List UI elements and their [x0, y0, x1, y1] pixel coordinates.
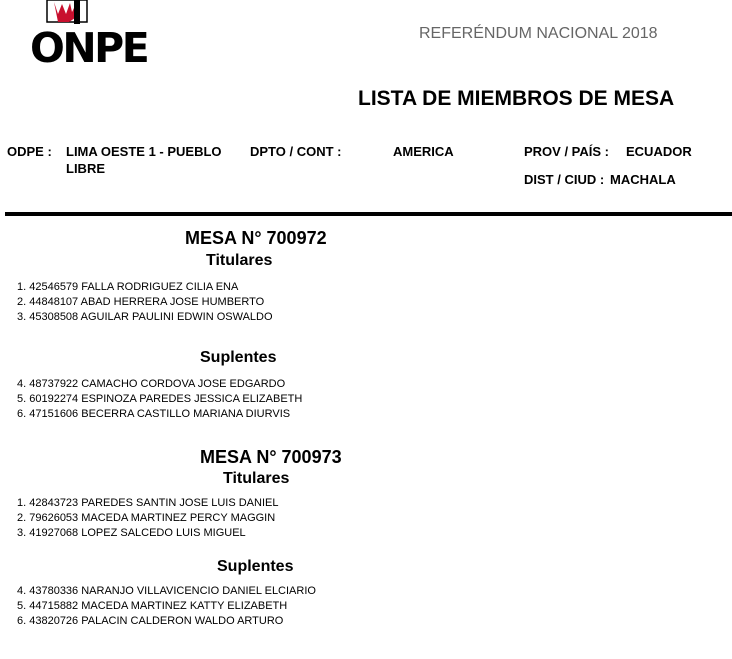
- list-item: 5. 60192274 ESPINOZA PAREDES JESSICA ELIZABETH: [17, 393, 303, 405]
- titulares-list: [17, 496, 278, 541]
- list-item: 1. 42843723 PAREDES SANTIN JOSE LUIS DANIEL: [17, 497, 279, 509]
- list-item: 3. 41927068 LOPEZ SALCEDO LUIS MIGUEL: [17, 527, 246, 539]
- mesa-title: MESA N° 700972: [185, 228, 327, 248]
- dist-label: DIST / CIUD :: [524, 172, 605, 187]
- list-item: 3. 45308508 AGUILAR PAULINI EDWIN OSWALDO: [17, 311, 273, 323]
- list-item: 6. 47151606 BECERRA CASTILLO MARIANA DIURVIS: [17, 408, 291, 420]
- odpe-value-line2: LIBRE: [66, 161, 105, 176]
- page-title: LISTA DE MIEMBROS DE MESA: [358, 87, 675, 110]
- onpe-logo: [14, 0, 148, 74]
- suplentes-heading: Suplentes: [200, 349, 277, 366]
- odpe-value-line1: LIMA OESTE 1 - PUEBLO: [66, 144, 222, 159]
- dist-value: MACHALA: [610, 172, 676, 187]
- list-item: 4. 48737922 CAMACHO CORDOVA JOSE EDGARDO: [17, 378, 286, 390]
- prov-value: ECUADOR: [626, 144, 692, 159]
- list-item: 2. 79626053 MACEDA MARTINEZ PERCY MAGGIN: [17, 512, 276, 524]
- prov-label: PROV / PAÍS :: [524, 144, 609, 159]
- list-item: 5. 44715882 MACEDA MARTINEZ KATTY ELIZABETH: [17, 600, 288, 612]
- dpto-label: DPTO / CONT :: [250, 144, 342, 159]
- titulares-list: [17, 280, 273, 325]
- suplentes-heading: Suplentes: [217, 558, 294, 575]
- dpto-value: AMERICA: [393, 144, 454, 159]
- header-divider: [5, 212, 732, 216]
- titulares-heading: Titulares: [223, 470, 290, 487]
- odpe-label: ODPE :: [7, 144, 52, 159]
- list-item: 4. 43780336 NARANJO VILLAVICENCIO DANIEL ELCIARIO: [17, 585, 316, 597]
- suplentes-list: [17, 584, 316, 629]
- list-item: 2. 44848107 ABAD HERRERA JOSE HUMBERTO: [17, 296, 265, 308]
- odpe-value: [66, 143, 222, 177]
- logo-wordmark: ONPE: [30, 24, 148, 72]
- suplentes-list: [17, 377, 302, 422]
- referendum-title: REFERÉNDUM NACIONAL 2018: [419, 25, 658, 42]
- list-item: 1. 42546579 FALLA RODRIGUEZ CILIA ENA: [17, 281, 239, 293]
- mesa-title: MESA N° 700973: [200, 447, 342, 467]
- list-item: 6. 43820726 PALACIN CALDERON WALDO ARTURO: [17, 615, 284, 627]
- titulares-heading: Titulares: [206, 252, 273, 269]
